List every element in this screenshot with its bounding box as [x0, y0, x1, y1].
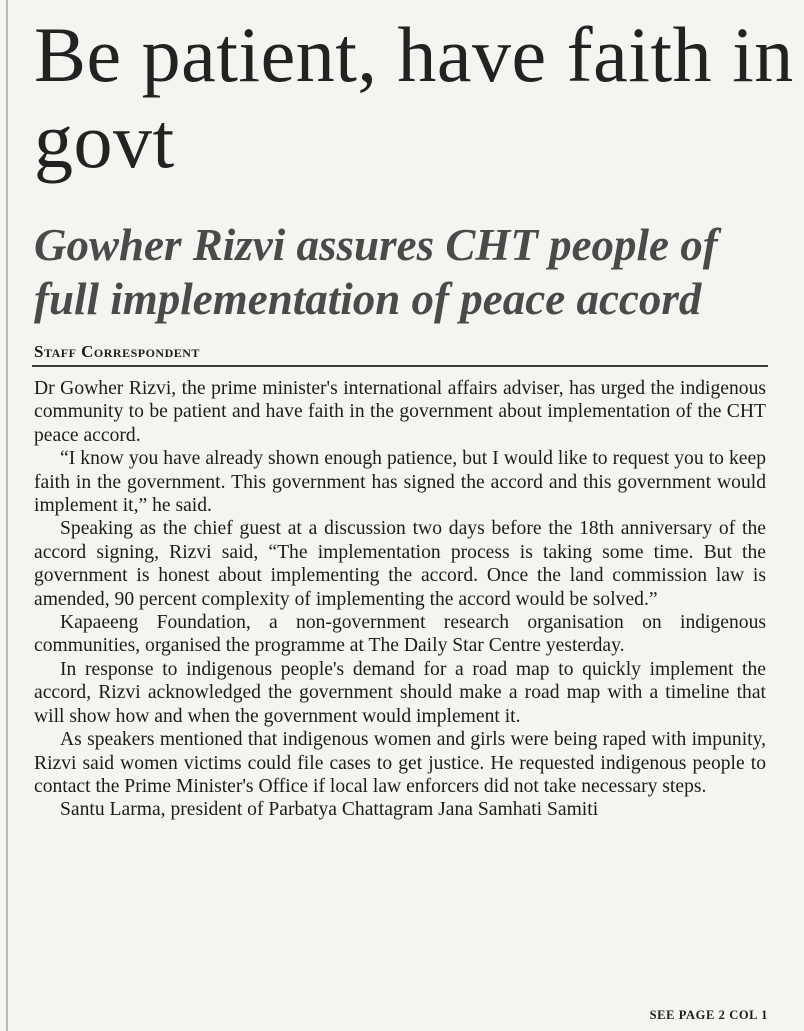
- paragraph: Kapaeeng Foundation, a non-government research organisation on indigenous communities, organised the programme at The Daily Star Centre yesterday.: [34, 612, 766, 657]
- paragraph: As speakers mentioned that indigenous women and girls were being raped with impunity, Rizvi said women victims could file cases to get justice. He requested indigenous people to contact the Prime Minister's Office if local law enforcers did not take necessary steps.: [34, 729, 766, 797]
- article-body: [34, 377, 766, 822]
- paragraph: “I know you have already shown enough patience, but I would like to request you to keep faith in the government. This government has signed the accord and this government would implement it,” he said.: [34, 448, 766, 517]
- paragraph: In response to indigenous people's demand for a road map to quickly implement the accord, Rizvi acknowledged the government should make a road map with a timeline that will show how and when the government would implement it.: [34, 658, 766, 727]
- paragraph: Santu Larma, president of Parbatya Chattagram Jana Samhati Samiti: [60, 799, 599, 821]
- byline-divider: [32, 365, 768, 367]
- column-divider: [6, 0, 8, 1031]
- headline: Be patient, have faith in govt: [34, 11, 794, 184]
- subheadline: Gowher Rizvi assures CHT people of full implementation of peace accord: [34, 220, 718, 324]
- paragraph: Dr Gowher Rizvi, the prime minister's international affairs adviser, has urged the indigenous community to be patient and have faith in the government about implementation of the CHT peace accord.: [34, 378, 766, 446]
- paragraph: Speaking as the chief guest at a discussion two days before the 18th anniversary of the accord signing, Rizvi said, “The implementation process is taking some time. But the government is honest about implementing the accord. Once the land commission law is amended, 90 percent complexity of implementing the accord would be solved.”: [34, 518, 766, 610]
- byline: Staff Correspondent: [34, 342, 200, 361]
- continuation-jump: SEE PAGE 2 COL 1: [649, 1008, 768, 1022]
